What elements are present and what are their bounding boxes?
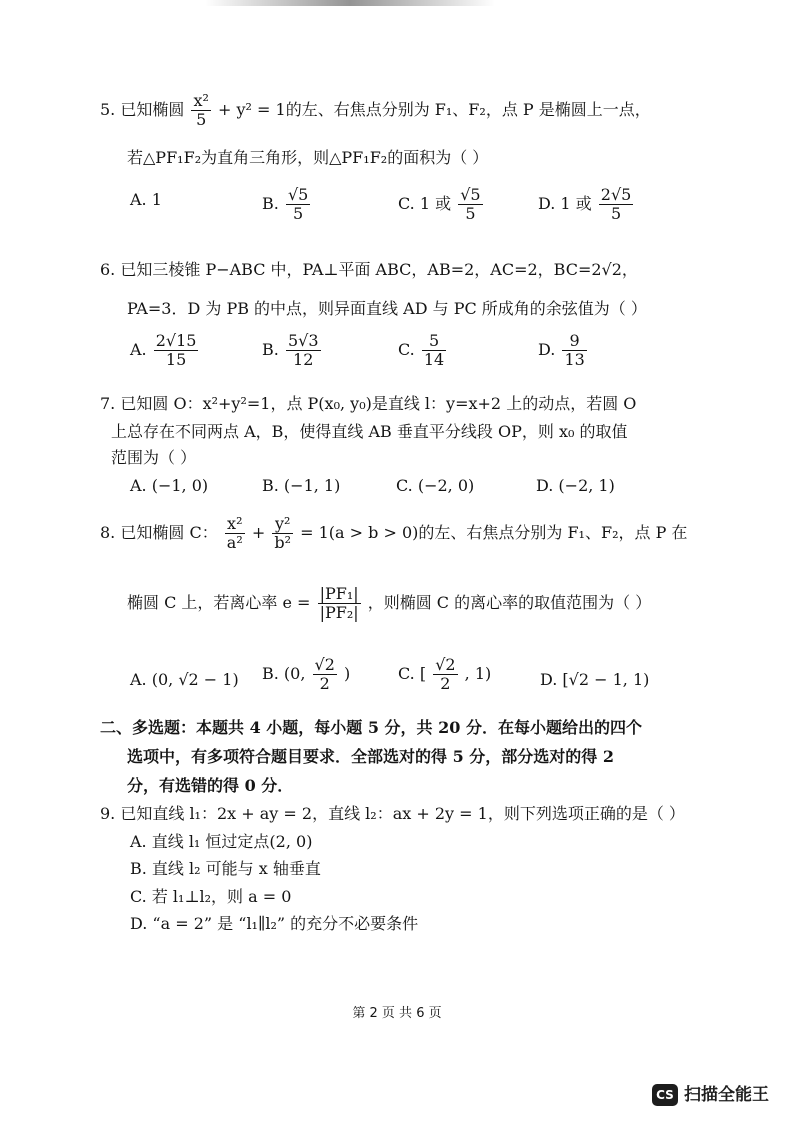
fraction: $\frac{\text{x²}}{5}$ (193, 91, 209, 129)
question-text: ，则椭圆 C 的离心率的取值范围为（ ） (367, 593, 652, 612)
question-9-stem: 9. 已知直线 l₁：2x + ay = 2，直线 l₂：ax + 2y = 1，则下列选项正确的是（ ） (100, 804, 685, 823)
section-2-heading-line-2: 选项中，有多项符合题目要求．全部选对的得 5 分，部分选对的得 2 (127, 747, 614, 766)
q5-option-b: B. $\frac{√5}{5}$ (262, 185, 309, 223)
question-text: + y² = 1的左、右焦点分别为 F₁、F₂，点 P 是椭圆上一点， (218, 100, 651, 119)
camscanner-watermark-text: 扫描全能王 (684, 1085, 769, 1105)
question-7-line-3: 范围为（ ） (111, 448, 197, 467)
q8-option-d: D. [√2 − 1, 1) (540, 670, 650, 689)
question-7-line-2: 上总存在不同两点 A，B，使得直线 AB 垂直平分线段 OP，则 x₀ 的取值 (111, 422, 628, 441)
section-2-heading-line-3: 分，有选错的得 0 分． (127, 776, 294, 795)
section-2-heading-line-1: 二、多选题：本题共 4 小题，每小题 5 分，共 20 分．在每小题给出的四个 (100, 718, 642, 737)
q9-option-a: A. 直线 l₁ 恒过定点(2, 0) (130, 832, 313, 851)
q7-option-a: A. (−1, 0) (130, 476, 209, 495)
question-7-line-1 (100, 392, 636, 416)
q9-option-d: D. “a = 2” 是 “l₁∥l₂” 的充分不必要条件 (130, 914, 419, 933)
q6-option-d: D. $\frac{9}{13}$ (538, 331, 585, 369)
question-number: 7. (100, 394, 116, 413)
question-8-line-1: 8. 已知椭圆 C： $\frac{\text{x²}}{\text{a²}}$ + $\frac{\text{y²}}{\text{b²}}$ = 1(a > b > 0)的左、右焦点分别为 F₁、F₂，点 P 在 (100, 514, 688, 552)
q9-option-c: C. 若 l₁⊥l₂，则 a = 0 (130, 887, 292, 906)
q8-option-b: B. (0, $\frac{√2}{2}$ ) (262, 655, 351, 693)
q7-option-d: D. (−2, 1) (536, 476, 615, 495)
q7-option-b: B. (−1, 1) (262, 476, 341, 495)
question-6-line-1 (100, 258, 638, 282)
question-text: = 1(a > b > 0)的左、右焦点分别为 F₁、F₂，点 P 在 (300, 523, 688, 542)
q7-option-c: C. (−2, 0) (396, 476, 475, 495)
question-number: 6. (100, 260, 116, 279)
q8-option-a: A. (0, √2 − 1) (130, 670, 239, 689)
q5-option-a: A. 1 (130, 190, 162, 209)
question-number: 8. (100, 523, 116, 542)
q5-option-c: C. 1 或 $\frac{√5}{5}$ (398, 185, 481, 223)
q9-option-b: B. 直线 l₂ 可能与 x 轴垂直 (130, 859, 321, 878)
q6-option-a: A. $\frac{2√15}{15}$ (130, 331, 197, 369)
question-text: 已知三棱锥 P−ABC 中，PA⊥平面 ABC，AB=2，AC=2，BC=2√2， (120, 260, 638, 279)
q5-option-d: D. 1 或 $\frac{2√5}{5}$ (538, 185, 632, 223)
fraction: $\frac{\text{|PF₁|}}{\text{|PF₂|}}$ (319, 584, 359, 622)
q6-option-b: B. $\frac{5√3}{12}$ (262, 331, 319, 369)
question-5-line-2: 若△PF₁F₂为直角三角形，则△PF₁F₂的面积为（ ） (127, 148, 489, 167)
question-text: 已知椭圆 C： (120, 523, 218, 542)
question-text: 已知椭圆 (120, 100, 185, 119)
scan-artifact (205, 0, 495, 6)
question-number: 5. (100, 100, 116, 119)
question-6-line-2: PA=3．D 为 PB 的中点，则异面直线 AD 与 PC 所成角的余弦值为（ ） (127, 299, 647, 318)
question-text: 已知圆 O：x²+y²=1，点 P(x₀, y₀)是直线 l：y=x+2 上的动点，若圆 O (120, 394, 637, 413)
fraction: $\frac{\text{x²}}{\text{a²}}$ (226, 514, 243, 552)
page-footer: 第 2 页 共 6 页 (352, 1006, 442, 1021)
q6-option-c: C. $\frac{5}{14}$ (398, 331, 445, 369)
camscanner-logo-icon: CS (652, 1084, 678, 1106)
q8-option-c: C. [ $\frac{√2}{2}$ , 1) (398, 655, 492, 693)
fraction: $\frac{\text{y²}}{\text{b²}}$ (274, 514, 291, 552)
question-8-line-2 (127, 585, 651, 622)
question-text: 椭圆 C 上，若离心率 e = (127, 593, 311, 612)
question-5-line-1 (100, 92, 651, 129)
